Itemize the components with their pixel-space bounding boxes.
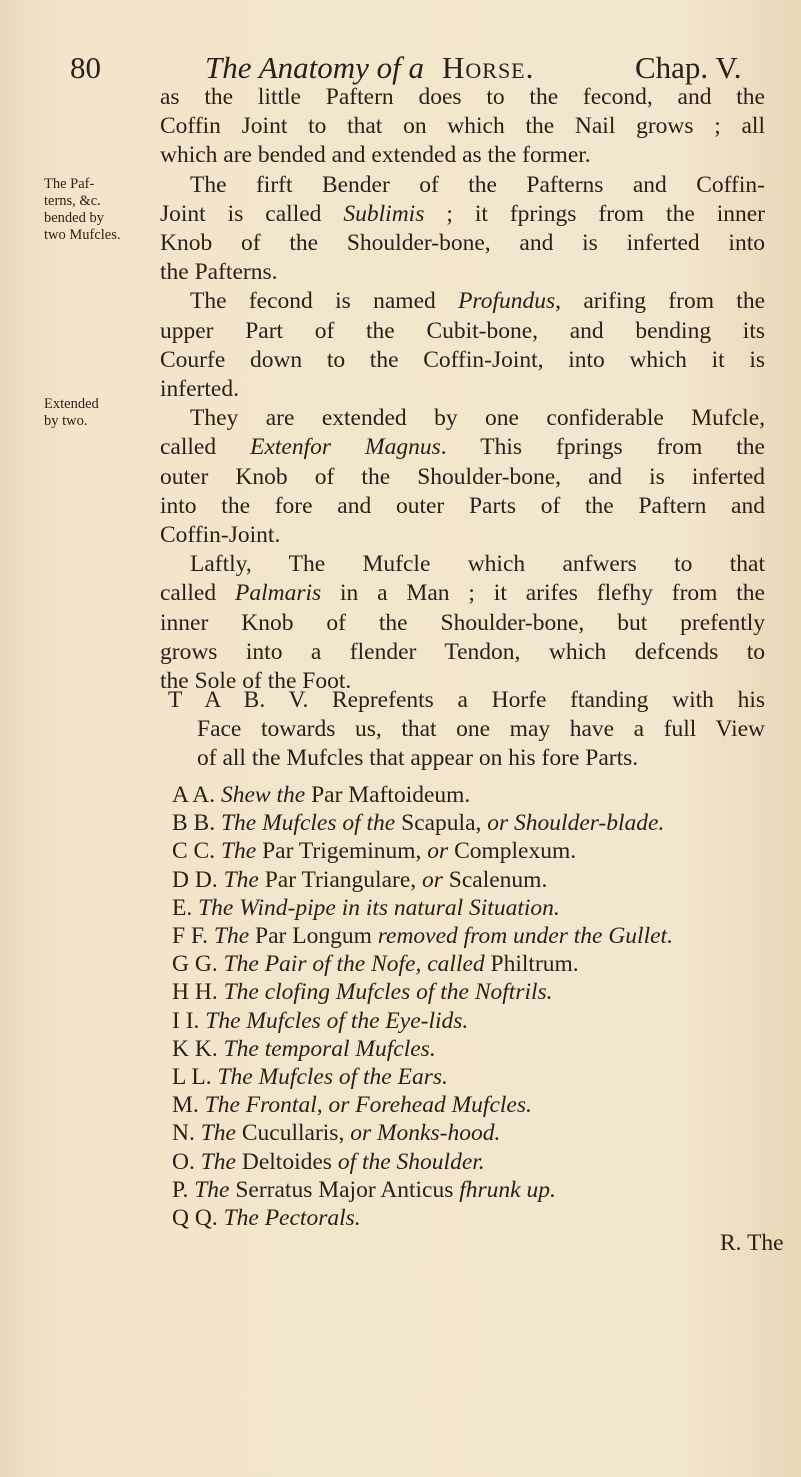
plate-caption-line (197, 715, 765, 743)
text: Par Longum (249, 923, 378, 949)
page-number: 80 (70, 50, 101, 85)
italic-text: The temporal Mufcles. (223, 1035, 436, 1062)
text: upper Part of the Cubit-bone, and bending its (160, 317, 765, 344)
text: Coffin-Joint. (160, 522, 281, 548)
text: K K. (172, 1035, 224, 1062)
body-line (160, 346, 765, 374)
text: as the little Paftern does to the fecond, and the (160, 84, 765, 110)
text: P. (172, 1176, 195, 1203)
legend-entry (172, 922, 673, 950)
text: B B. (172, 810, 221, 837)
legend-entry (172, 1204, 361, 1232)
text: in a Man ; it arifes flefhy from the (321, 580, 765, 607)
italic-text: Sublimis (343, 200, 425, 227)
text: called (160, 580, 235, 607)
body-line (160, 83, 765, 111)
italic-text: The (223, 866, 259, 893)
italic-text: The Pectorals. (223, 1205, 361, 1231)
legend-entry (172, 809, 664, 837)
body-line (160, 375, 765, 403)
text: Philtrum. (484, 951, 579, 978)
legend-entry (172, 781, 470, 809)
text: Courfe down to the Coffin-Joint, into which it is (160, 346, 765, 373)
italic-text: The Mufcles of the Ears. (217, 1064, 448, 1090)
legend-entry (172, 1176, 556, 1204)
legend-entry (172, 866, 547, 894)
margin-note: by two. (44, 413, 88, 429)
italic-text: The (200, 1148, 236, 1175)
text: A A. (172, 782, 221, 808)
text: T A B. V. Reprefents a Horfe ftanding with his (168, 687, 765, 713)
text: I I. (172, 1007, 206, 1034)
text: , arifing from the (555, 288, 766, 315)
text: C C. (172, 838, 221, 865)
italic-text: The (194, 1176, 230, 1203)
text: Par Triangulare, (258, 866, 423, 893)
text: Serratus Major Anticus (229, 1176, 460, 1203)
text: Laftly, The Mufcle which anfwers to that (190, 551, 765, 578)
legend-entry (172, 1148, 485, 1176)
legend-entry (172, 1035, 436, 1063)
body-line (160, 112, 765, 140)
text: called (160, 434, 251, 461)
text: . This fprings from the (440, 434, 765, 461)
body-line (160, 492, 765, 520)
italic-text: The Mufcles of the (220, 810, 396, 837)
plate-caption-line (168, 686, 765, 714)
text: into the fore and outer Parts of the Paftern and (160, 492, 765, 519)
text: inner Knob of the Shoulder-bone, but prefently (160, 609, 765, 636)
text: F F. (172, 923, 214, 949)
text: Scalenum. (442, 866, 548, 893)
text: L L. (172, 1064, 218, 1090)
text: which are bended and extended as the former. (160, 142, 591, 169)
text: Knob of the Shoulder-bone, and is inferted into (160, 230, 765, 256)
text: ; it fprings from the inner (424, 200, 765, 227)
italic-text: or (427, 838, 449, 865)
text: the Sole of the Foot. (160, 668, 352, 694)
chapter-label: Chap. V. (635, 50, 742, 85)
italic-text: or Shoulder-blade. (487, 810, 665, 837)
legend-entry (172, 837, 576, 865)
italic-text: Palmaris (234, 580, 322, 607)
italic-text: The (220, 838, 257, 865)
running-title: The Anatomy of a (205, 50, 424, 85)
body-line (160, 258, 765, 286)
text: the Pafterns. (160, 259, 278, 286)
body-line (160, 317, 765, 345)
margin-note: bended by (44, 210, 104, 226)
legend-entry (172, 1063, 448, 1091)
italic-text: Extenfor Magnus (250, 434, 441, 461)
text: outer Knob of the Shoulder-bone, and is inferted (160, 463, 765, 490)
text: Par Maftoideum. (305, 782, 471, 808)
body-line (160, 463, 765, 491)
legend-entry (172, 978, 553, 1006)
body-line (160, 609, 765, 637)
body-line (160, 521, 765, 549)
margin-note: terns, &c. (44, 193, 101, 209)
text: Scapula, (395, 810, 488, 837)
margin-note: two Mufcles. (44, 227, 121, 243)
italic-text: Profundus (458, 288, 556, 315)
italic-text: Shew the (220, 782, 306, 808)
italic-text: The (213, 923, 250, 949)
legend-entry (172, 1007, 468, 1035)
text: G G. (172, 951, 224, 978)
text: N. (172, 1120, 201, 1147)
plate-caption-line (197, 744, 765, 772)
body-line (160, 200, 765, 228)
body-line (160, 141, 765, 169)
italic-text: The (200, 1120, 236, 1147)
body-line (160, 579, 765, 607)
italic-text: The clofing Mufcles of the Noftrils. (223, 979, 553, 1006)
legend-entry (172, 950, 579, 978)
body-line (190, 404, 765, 432)
text: Face towards us, that one may have a full View (197, 716, 765, 742)
text: grows into a flender Tendon, which defcends to (160, 638, 765, 665)
body-line (190, 287, 765, 315)
text: M. (172, 1092, 205, 1119)
text: of all the Mufcles that appear on his fore Parts. (197, 745, 639, 771)
legend-entry (172, 1119, 500, 1147)
body-line (190, 171, 765, 199)
text: They are extended by one confiderable Mufcle, (190, 405, 765, 432)
legend-entry (172, 1091, 532, 1119)
text: inferted. (160, 376, 239, 402)
text: Par Trigeminum, (256, 838, 428, 865)
catchword: R. The (720, 1230, 784, 1256)
margin-note: The Paf- (44, 176, 95, 192)
italic-text: of the Shoulder. (337, 1148, 485, 1175)
text: H H. (172, 979, 224, 1006)
text: Cucullaris, (235, 1120, 351, 1147)
text: E. (172, 894, 199, 921)
italic-text: The Frontal, or Forehead Mufcles. (204, 1092, 532, 1119)
text: Joint is called (160, 200, 344, 227)
body-line (160, 638, 765, 666)
text: The firft Bender of the Pafterns and Coffin- (190, 171, 765, 198)
text: Q Q. (172, 1205, 224, 1231)
italic-text: The Wind-pipe in its natural Situation. (198, 894, 560, 921)
italic-text: The Pair of the Nofe, called (223, 951, 485, 978)
margin-note: Extended (44, 396, 99, 412)
body-line (160, 229, 765, 257)
text: The fecond is named (190, 288, 459, 315)
text: Complexum. (448, 838, 577, 865)
italic-text: fhrunk up. (459, 1176, 556, 1203)
body-line (160, 433, 765, 461)
italic-text: or (422, 866, 443, 893)
italic-text: or Monks-hood. (350, 1120, 501, 1147)
running-title-caps: Horse. (442, 50, 535, 85)
text: O. (172, 1148, 201, 1175)
legend-entry (172, 894, 560, 922)
body-line (190, 550, 765, 578)
text: D D. (172, 866, 224, 893)
text: Deltoides (235, 1148, 338, 1175)
italic-text: The Mufcles of the Eye-lids. (205, 1007, 469, 1034)
italic-text: removed from under the Gullet. (377, 923, 673, 949)
text: Coffin Joint to that on which the Nail grows ; all (160, 113, 765, 140)
